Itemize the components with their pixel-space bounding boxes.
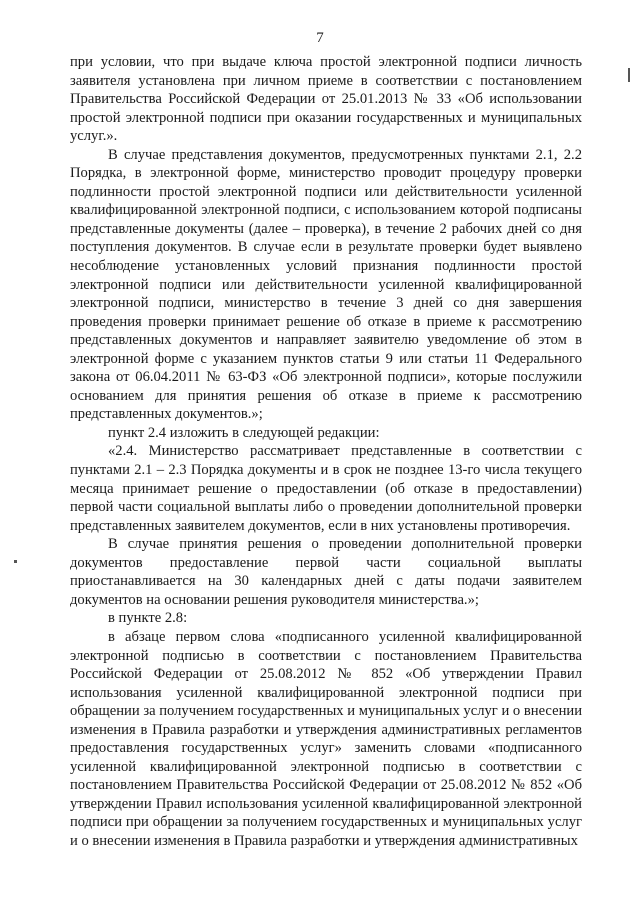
paragraph: В случае представления документов, предусмотренных пунктами 2.1, 2.2 Порядка, в электронной форме, министерство проводит процедуру проверки подлинности простой электронной подписи или действительности усиленной квалифицированной электронной подписи, с использованием которой подписаны представленные документы (далее – проверка), в течение 2 рабочих дней со дня поступления документов. В случае если в результате проверки будет выявлено несоблюдение установленных условий признания подлинности простой электронной подписи или действительности усиленной квалифицированной электронной подписи, министерство в течение 3 дней со дня завершения проведения проверки принимает решение об отказе в приеме к рассмотрению представленных документов и направляет заявителю уведомление об этом в электронной форме с указанием пунктов статьи 9 или статьи 11 Федерального закона от 06.04.2011 № 63-ФЗ «Об электронной подписи», которые послужили основанием для принятия решения об отказе в приеме к рассмотрению представленных документов.»; [70,146,582,423]
page-number: 7 [316,30,324,46]
paragraph: при условии, что при выдаче ключа простой электронной подписи личность заявителя установлена при личном приеме в соответствии с постановлением Правительства Российской Федерации от 25.01.2013 № 33 «Об использовании простой электронной подписи при оказании государственных и муниципальных услуг.». [70,54,582,145]
paragraph: «2.4. Министерство рассматривает представленные в соответствии с пунктами 2.1 – 2.3 Порядка документы и в срок не позднее 13-го числа текущего месяца принимает решение о предоставлении (об отказе в предоставлении) первой части социальной выплаты либо о проведении дополнительной проверки представленных заявителем документов, если в них установлены противоречия. [70,443,582,534]
document-body [70,53,582,851]
paragraph: в пункте 2.8: [108,610,188,627]
scan-edge-mark [14,560,17,563]
paragraph: в абзаце первом слова «подписанного усиленной квалифицированной электронной подписью в соответствии с постановлением Правительства Российской Федерации от 25.08.2012 № 852 «Об утверждении Правил использования усиленной квалифицированной электронной подписи при обращении за получением государственных и муниципальных услуг и о внесении изменения в Правила разработки и утверждения административных регламентов предоставления государственных услуг» заменить словами «подписанного усиленной квалифицированной электронной подписью в соответствии с постановлением Правительства Российской Федерации от 25.08.2012 № 852 «Об утверждении Правил использования усиленной квалифицированной электронной подписи при обращении за получением государственных и муниципальных услуг и о внесении изменения в Правила разработки и утверждения административных [70,628,582,849]
paragraph: пункт 2.4 изложить в следующей редакции: [108,424,380,441]
paragraph: В случае принятия решения о проведении дополнительной проверки документов предоставление первой части социальной выплаты приостанавливается на 30 календарных дней с даты подачи заявителем документов на основании решения руководителя министерства.»; [70,536,582,608]
scan-edge-mark [628,68,630,82]
